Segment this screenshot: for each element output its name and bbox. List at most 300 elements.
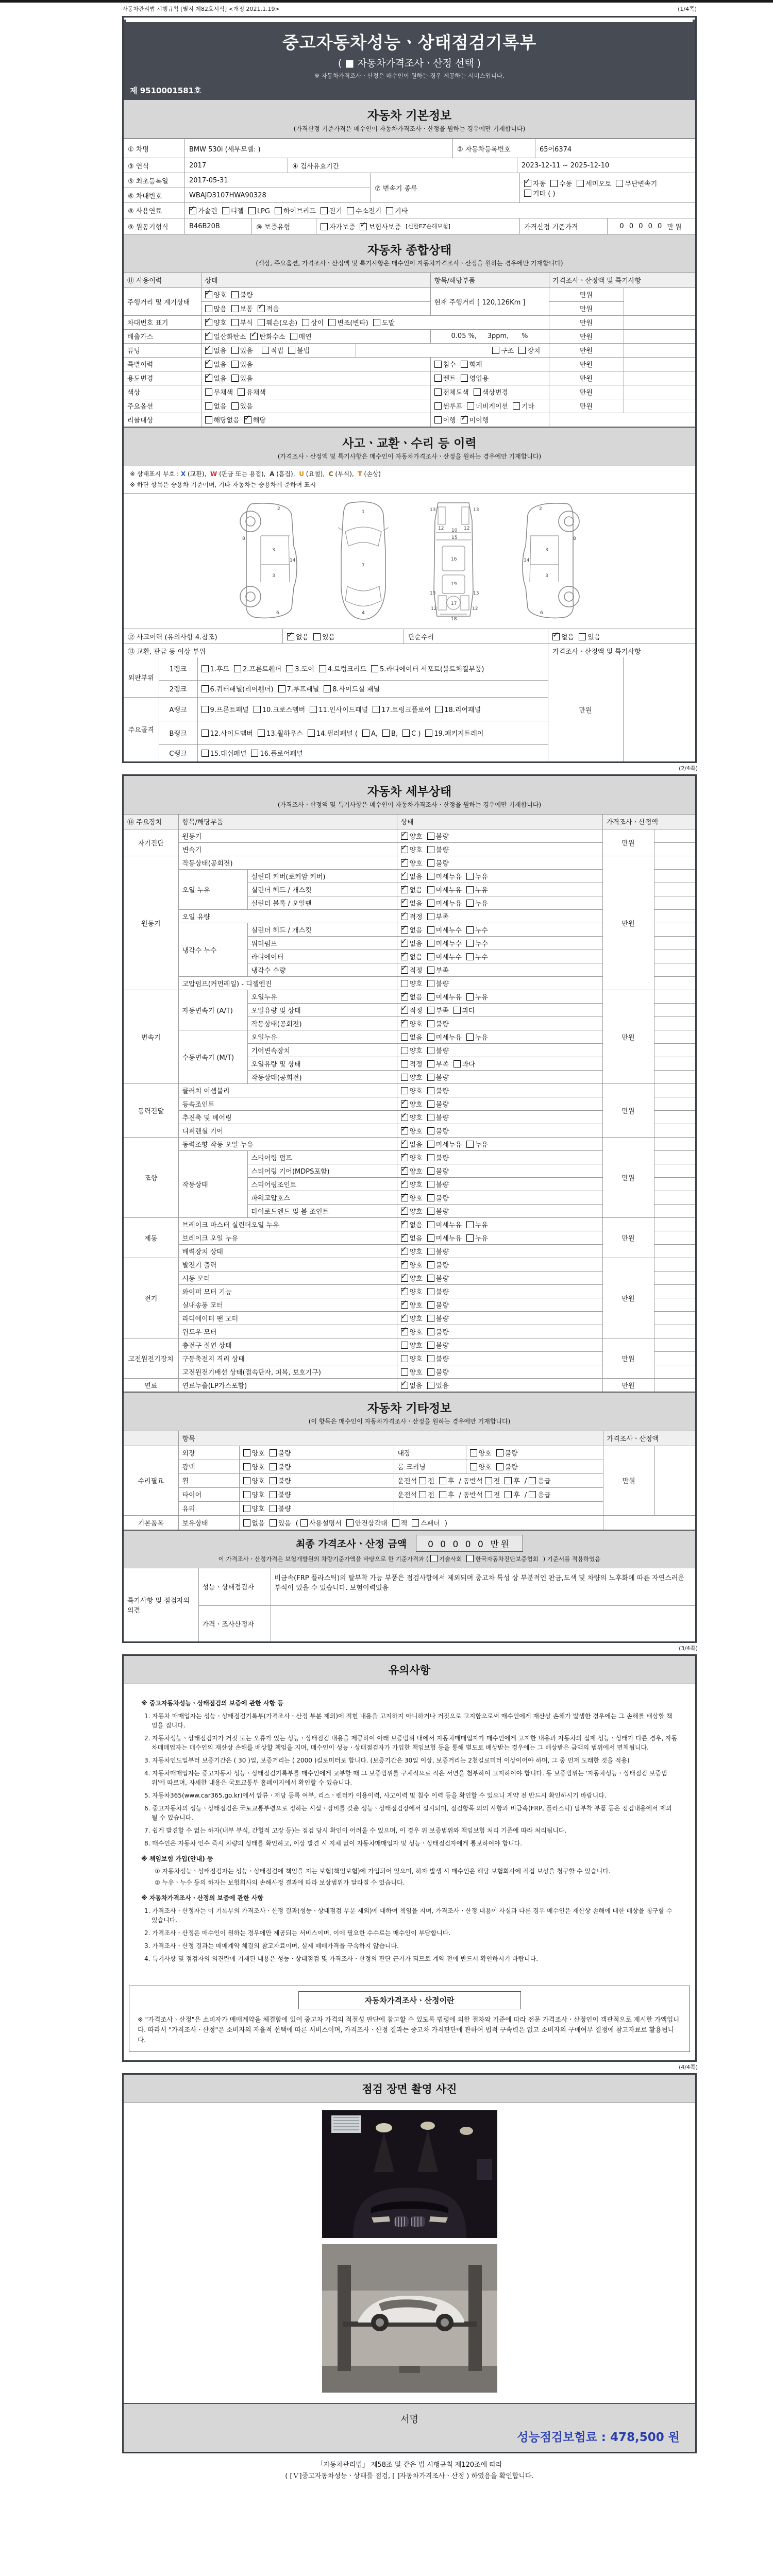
checkbox-option[interactable]: ✓ 없음 <box>205 373 227 383</box>
checkbox-option[interactable]: 누유 <box>466 1233 488 1243</box>
checkbox-option[interactable]: 없음 <box>243 1518 265 1528</box>
checkbox-option[interactable]: 화재 <box>461 359 482 369</box>
checkbox-option[interactable]: 불량 <box>427 1072 449 1082</box>
checkbox-option[interactable]: 11.인사이드패널 <box>310 704 368 714</box>
checkbox <box>401 1100 408 1108</box>
checkbox-option[interactable]: ✓ 양호 <box>401 1246 423 1256</box>
checkbox-option[interactable]: ✓ 해당 <box>244 415 266 425</box>
checkbox <box>434 416 442 423</box>
checkbox-option[interactable]: ✓ 양호 <box>205 317 227 327</box>
checkbox-option[interactable]: 부족 <box>427 1059 449 1069</box>
checkbox-option[interactable]: 부족 <box>427 965 449 975</box>
checkbox-option[interactable]: 잭 <box>392 1518 408 1528</box>
checkbox <box>427 886 434 893</box>
checkbox-option[interactable]: 누유 <box>466 1032 488 1042</box>
checkbox <box>321 223 328 230</box>
emission-state <box>201 329 430 343</box>
gloss-state <box>239 1460 394 1473</box>
checkbox-option[interactable]: 누유 <box>466 1219 488 1229</box>
checkbox-option[interactable]: ✓ 없음 <box>401 952 423 961</box>
checkbox-option[interactable]: 부족 <box>427 911 449 921</box>
checkbox-option[interactable]: C ) <box>402 730 421 738</box>
checkbox-option[interactable]: 양호 <box>401 978 423 988</box>
checkbox-option[interactable]: 무채색 <box>205 387 233 397</box>
checkbox-option[interactable]: 불량 <box>427 1353 449 1363</box>
checkbox-option[interactable]: ✓ 양호 <box>401 1206 423 1216</box>
checkbox-option[interactable]: 양호 <box>470 1448 492 1458</box>
checkbox-option[interactable]: 안전삼각대 <box>346 1518 388 1528</box>
checkbox-option[interactable]: 없음 <box>401 1032 423 1042</box>
checkbox-option[interactable]: ✓양호 <box>205 290 227 299</box>
checkbox-option[interactable]: 상이 <box>302 317 324 327</box>
item-label: 와이퍼 모터 기능 <box>178 1284 397 1298</box>
checkbox-option[interactable]: 과다 <box>453 1005 475 1015</box>
checkbox-option[interactable]: 있음 <box>579 632 600 641</box>
checkbox-option[interactable]: 수소전기 <box>347 206 381 215</box>
checkbox-option[interactable]: ✓ 없음 <box>401 1219 423 1229</box>
checkbox-option[interactable]: 미세누유 <box>427 1233 462 1243</box>
svg-text:16: 16 <box>450 557 457 562</box>
checkbox-option[interactable]: 렌트 <box>434 373 456 383</box>
checkbox-option[interactable]: 미세누유 <box>427 1219 462 1229</box>
checkbox-option[interactable]: 불량 <box>496 1448 518 1458</box>
notes-cell <box>549 413 695 427</box>
checkbox-option[interactable]: 양호 <box>243 1476 265 1485</box>
checkbox-option[interactable]: 4.트렁크리드 <box>319 664 366 673</box>
checkbox-option[interactable]: 네비게이션 <box>467 401 508 411</box>
checkbox-option[interactable]: 색상변경 <box>474 387 508 397</box>
checkbox-option[interactable]: 영업용 <box>461 373 489 383</box>
checkbox-option[interactable]: ✓ 적음 <box>258 303 279 313</box>
checkbox-option[interactable]: 한국자동차진단보증협회 <box>466 1555 538 1563</box>
repair-notes-cell <box>654 1446 695 1515</box>
checkbox-option[interactable]: 누수 <box>466 925 488 935</box>
checkbox-option[interactable]: ✓ 탄화수소 <box>250 331 285 341</box>
label-engine-type: ⑨ 원동기형식 <box>124 218 184 234</box>
panel-rank-table <box>124 657 695 761</box>
item-label: 윈도우 모터 <box>178 1325 397 1338</box>
checkbox-option[interactable]: 미세누유 <box>427 1032 462 1042</box>
checkbox-option[interactable]: 양호 <box>401 1353 423 1363</box>
checkbox-option[interactable]: 6.쿼터패널(리어휀더) <box>201 684 274 693</box>
checkbox-option[interactable]: 15.대쉬패널 <box>201 748 247 758</box>
label-warranty: ⑩ 보증유형 <box>251 218 316 234</box>
checkbox-option[interactable]: 불량 <box>427 1153 449 1162</box>
checkbox-option[interactable]: 후 <box>505 1476 520 1485</box>
checkbox-option[interactable]: 미세누수 <box>427 952 462 961</box>
section-note: (이 항목은 매수인이 자동차가격조사ㆍ산정을 원하는 경우에만 기재합니다) <box>308 1418 511 1425</box>
checkbox-option[interactable]: 불량 <box>496 1462 518 1471</box>
checkbox-option[interactable]: 불량 <box>427 844 449 854</box>
checkbox-option[interactable]: 부식 <box>231 317 253 327</box>
notes-cell <box>624 287 695 315</box>
item-state <box>397 896 602 909</box>
checkbox-option[interactable]: 13.휠하우스 <box>258 728 303 738</box>
checkbox-option[interactable]: 세미오토 <box>577 178 611 188</box>
item-label: 등속조인트 <box>178 1097 397 1110</box>
checkbox-option[interactable]: 전기 <box>321 206 342 215</box>
checkbox-option[interactable]: 미세누유 <box>427 992 462 1002</box>
checkbox <box>243 1505 250 1512</box>
checkbox <box>427 859 434 867</box>
value-base-price: 0 0 0 0 0 만원 <box>607 218 695 234</box>
checkbox <box>244 416 251 423</box>
checkbox-option[interactable]: 불량 <box>427 1340 449 1350</box>
checkbox-option[interactable]: 누유 <box>466 871 488 881</box>
checkbox <box>401 1234 408 1242</box>
checkbox-option[interactable]: 양호 <box>401 1340 423 1350</box>
checkbox <box>401 1181 408 1188</box>
checkbox-option[interactable]: ✓ 양호 <box>401 1153 423 1162</box>
checkbox-option[interactable]: 전 <box>485 1489 500 1499</box>
sub-group-label: 자동변속기 (A/T) <box>178 990 247 1030</box>
checkbox-option[interactable]: 디젤 <box>222 206 244 215</box>
checkbox-option[interactable]: 불량 <box>427 1126 449 1136</box>
checkbox-option[interactable]: 누유 <box>466 898 488 908</box>
legend-item: U (요철) <box>299 470 323 478</box>
checkbox-option[interactable]: 불량 <box>270 1462 291 1471</box>
checkbox-option[interactable]: 누유 <box>466 992 488 1002</box>
notes-cell <box>624 385 695 399</box>
checkbox-option[interactable]: 불량 <box>427 1367 449 1377</box>
checkbox-option[interactable]: 응급 <box>529 1489 550 1499</box>
section-other-info <box>124 1392 695 1431</box>
checkbox-option[interactable]: ✓ 없음 <box>205 359 227 369</box>
checkbox-option[interactable]: ✓ 양호 <box>401 858 423 868</box>
checkbox-option[interactable]: ✓ 양호 <box>401 1273 423 1283</box>
checkbox <box>461 361 468 368</box>
checkbox-option[interactable]: 양호 <box>401 1045 423 1055</box>
checkbox-option[interactable]: 있음 <box>427 1380 449 1390</box>
checkbox-option[interactable]: 썬루프 <box>434 401 463 411</box>
checkbox-option[interactable]: ✓자동 <box>524 178 546 188</box>
detail-state-table <box>124 815 695 1392</box>
checkbox-option[interactable]: 9.프론트패널 <box>201 704 249 714</box>
checkbox-option[interactable]: 불량 <box>427 858 449 868</box>
checkbox-option[interactable]: 누수 <box>466 952 488 961</box>
checkbox-option[interactable]: 전 <box>419 1476 434 1485</box>
checkbox-option[interactable]: 불량 <box>427 1260 449 1269</box>
checkbox-option[interactable]: 유채색 <box>238 387 266 397</box>
checkbox-option[interactable]: 부족 <box>427 1005 449 1015</box>
checkbox-option[interactable]: 양호 <box>243 1448 265 1458</box>
checkbox <box>552 633 560 640</box>
checkbox-option[interactable]: 12.사이드멤버 <box>201 728 253 738</box>
checkbox-option[interactable]: 변조(변타) <box>328 317 368 327</box>
checkbox-option[interactable]: ✓ 일산화탄소 <box>205 331 246 341</box>
checkbox-option[interactable]: 불량 <box>270 1476 291 1485</box>
checkbox-option[interactable]: 양호 <box>401 1072 423 1082</box>
checkbox-option[interactable]: 10.크로스멤버 <box>254 704 305 714</box>
checkbox-option[interactable]: 불량 <box>427 1300 449 1310</box>
checkbox-option[interactable]: 불량 <box>427 1273 449 1283</box>
checkbox-option[interactable]: 후 <box>505 1489 520 1499</box>
checkbox <box>470 1449 477 1456</box>
checkbox-option[interactable]: 있음 <box>231 359 253 369</box>
checkbox-option[interactable]: 없음 <box>205 401 227 411</box>
checkbox-option[interactable]: 불량 <box>427 1193 449 1202</box>
other-info-table <box>124 1431 695 1530</box>
page-marker-3: (3/4쪽) <box>679 1645 698 1652</box>
svg-text:13: 13 <box>429 507 435 513</box>
checkbox-option[interactable]: 전체도색 <box>434 387 469 397</box>
checkbox-option[interactable]: 수동 <box>550 178 572 188</box>
car-diagram-underbody <box>423 500 484 621</box>
checkbox-option[interactable]: 불량 <box>427 1086 449 1095</box>
checkbox-option[interactable]: 매연 <box>290 331 312 341</box>
checkbox <box>401 873 408 880</box>
item-label: 작동상태(공회전) <box>247 1016 397 1030</box>
checkbox-option[interactable]: 있음 <box>270 1518 291 1528</box>
svg-text:4: 4 <box>361 611 365 616</box>
checkbox-option[interactable]: 응급 <box>529 1476 550 1485</box>
checkbox-option[interactable]: 양호 <box>401 1086 423 1095</box>
checkbox-option[interactable]: 도말 <box>373 317 395 327</box>
checkbox-option[interactable]: 불량 <box>427 1286 449 1296</box>
checkbox-option[interactable]: ✓ 적정 <box>401 911 423 921</box>
checkbox-option[interactable]: 불량 <box>427 1327 449 1336</box>
col-state: 상태 <box>397 815 602 829</box>
checkbox <box>401 1033 408 1041</box>
checkbox-option[interactable]: ✓ 없음 <box>401 898 423 908</box>
checkbox-option[interactable]: 2.프론트휀더 <box>234 664 281 673</box>
svg-text:12: 12 <box>472 606 478 612</box>
checkbox-option[interactable]: 적정 <box>401 1059 423 1069</box>
checkbox-option[interactable]: ✓ 미이행 <box>461 415 489 425</box>
car-damage-diagrams <box>124 494 695 629</box>
checkbox-option[interactable]: ✓ 없음 <box>401 938 423 948</box>
checkbox-option[interactable]: ✓ 양호 <box>401 1166 423 1176</box>
checkbox-option[interactable]: 불량 <box>427 1045 449 1055</box>
checkbox-option[interactable]: 누유 <box>466 1139 488 1149</box>
checkbox <box>427 833 434 840</box>
checkbox-option[interactable]: ✓ 양호 <box>401 1300 423 1310</box>
checkbox-option[interactable]: ✓ 없음 <box>287 632 309 641</box>
checkbox-option[interactable]: 누수 <box>466 938 488 948</box>
checkbox-option[interactable]: 양호 <box>243 1489 265 1499</box>
checkbox-option[interactable]: 불량 <box>427 1313 449 1323</box>
checkbox-option[interactable]: ✓ 양호 <box>401 1313 423 1323</box>
checkbox-option[interactable]: 불량 <box>427 1246 449 1256</box>
checkbox-option[interactable]: ✓ 없음 <box>401 1233 423 1243</box>
checkbox-option[interactable]: 해당없음 <box>205 415 240 425</box>
checkbox-option[interactable]: 기술사회 <box>430 1555 462 1563</box>
checkbox-option[interactable]: 불법 <box>288 345 310 355</box>
checkbox-option[interactable]: 불량 <box>231 290 253 299</box>
checkbox <box>286 665 293 672</box>
page-marker-2: (2/4쪽) <box>679 765 698 772</box>
checkbox-option[interactable]: 불량 <box>427 1206 449 1216</box>
checkbox-option[interactable]: 보통 <box>231 303 253 313</box>
checkbox-option[interactable]: 후 <box>439 1476 455 1485</box>
checkbox-option[interactable]: ✓ 양호 <box>401 831 423 841</box>
value-engine-type: B46B20B <box>184 218 251 234</box>
checkbox-option[interactable]: 미세누수 <box>427 938 462 948</box>
checkbox-option[interactable]: 미세누유 <box>427 898 462 908</box>
checkbox <box>401 886 408 893</box>
room-cleaning-label: 룸 크리닝 <box>394 1460 466 1473</box>
checkbox-option[interactable]: 전 <box>485 1476 500 1485</box>
checkbox <box>427 1194 434 1201</box>
checkbox-option[interactable]: ✓ 양호 <box>401 1126 423 1136</box>
checkbox-option[interactable]: 양호 <box>243 1462 265 1471</box>
checkbox-option[interactable]: 무단변속기 <box>616 178 657 188</box>
checkbox-option[interactable]: 구조 <box>492 345 514 355</box>
checkbox-option[interactable]: 자가보증 <box>321 222 355 231</box>
checkbox <box>321 207 328 214</box>
checkbox-option[interactable]: 기타 ( ) <box>524 188 556 198</box>
item-state <box>397 1097 602 1110</box>
checkbox-option[interactable]: 16.플로어패널 <box>251 748 303 758</box>
checkbox-option[interactable]: 양호 <box>243 1503 265 1513</box>
checkbox-option[interactable]: ✓ 양호 <box>401 1112 423 1122</box>
item-label: 발전기 출력 <box>178 1258 397 1271</box>
checkbox-option[interactable]: ✓ 없음 <box>205 345 227 355</box>
checkbox-option[interactable]: 19.패키지트레이 <box>425 728 483 738</box>
checkbox-option[interactable]: 양호 <box>401 1367 423 1377</box>
checkbox <box>518 347 526 354</box>
col-item: 항목 <box>178 1431 603 1446</box>
item-label: 라디에이터 팬 모터 <box>178 1311 397 1325</box>
rank1-label: 1랭크 <box>159 657 197 680</box>
notes-cell <box>654 1365 695 1378</box>
checkbox <box>453 1007 461 1014</box>
checkbox-option[interactable]: 미세누수 <box>427 925 462 935</box>
checkbox-option[interactable]: ✓ 없음 <box>401 1380 423 1390</box>
checkbox-option[interactable]: 불량 <box>427 1166 449 1176</box>
checkbox-option[interactable]: 미세누유 <box>427 871 462 881</box>
price-cell: 만원 <box>602 1137 654 1217</box>
checkbox-option[interactable]: ✓ 없음 <box>401 925 423 935</box>
checkbox-option[interactable]: 불량 <box>270 1489 291 1499</box>
checkbox-option[interactable]: 8.사이드실 패널 <box>324 684 380 693</box>
checkbox <box>270 1449 277 1456</box>
notes-cell <box>654 1057 695 1070</box>
checkbox-option[interactable]: 하이브리드 <box>275 206 316 215</box>
checkbox-option[interactable]: ✓ 없음 <box>401 885 423 894</box>
price-cell: 만원 <box>549 399 624 413</box>
item-label: 작동상태(공회전) <box>247 1070 397 1083</box>
label-inspection: ④ 검사유효기간 <box>288 158 517 173</box>
checkbox-option[interactable]: B, <box>382 730 398 738</box>
checkbox-option[interactable]: 기타 <box>513 401 534 411</box>
checkbox-option[interactable]: ✓ 없음 <box>401 1139 423 1149</box>
checkbox-option[interactable]: ✓ 가솔린 <box>189 206 217 215</box>
checkbox-option[interactable]: 있음 <box>231 373 253 383</box>
checkbox-option[interactable]: 있음 <box>231 401 253 411</box>
checkbox-option[interactable]: 미세누유 <box>427 1139 462 1149</box>
checkbox-option[interactable]: 과다 <box>453 1059 475 1069</box>
section-title: 자동차 기타정보 <box>367 1402 452 1415</box>
checkbox-option[interactable]: 불량 <box>427 1099 449 1109</box>
checkbox-option[interactable]: 불량 <box>427 1112 449 1122</box>
checkbox-option[interactable]: 훼손(오손) <box>258 317 297 327</box>
checkbox-option[interactable]: 17.트렁크플로어 <box>373 704 431 714</box>
svg-text:12: 12 <box>463 526 469 531</box>
notice-item: 7. 쉽게 발견할 수 없는 하자(내부 부식, 간헐적 고장 등)는 점검 당시 확인이 어려울 수 있으며, 이 경우 위 보증범위와 책임보험 처리 기준에 따라 처리됩니다. <box>144 1827 567 1834</box>
checkbox-option[interactable]: 3.도어 <box>286 664 314 673</box>
inspection-photo-lift <box>322 2244 497 2393</box>
checkbox-option[interactable]: 양호 <box>470 1462 492 1471</box>
checkbox-option[interactable]: 누유 <box>466 885 488 894</box>
checkbox-option[interactable]: 1.후드 <box>201 664 230 673</box>
checkbox-option[interactable]: ✓ 양호 <box>401 1019 423 1028</box>
checkbox-option[interactable]: 기타 <box>386 206 408 215</box>
checkbox-option[interactable]: A, <box>362 730 378 738</box>
notice-heading: ※ 중고자동차성능ㆍ상태점검의 보증에 관한 사항 등 <box>141 1700 283 1707</box>
checkbox-option[interactable]: 이행 <box>434 415 456 425</box>
checkbox-option[interactable]: 불량 <box>270 1503 291 1513</box>
checkbox-option[interactable]: 불량 <box>270 1448 291 1458</box>
item-state <box>397 1311 602 1325</box>
tuning-detail <box>356 343 549 357</box>
checkbox-option[interactable]: ✓ 적정 <box>401 965 423 975</box>
checkbox-option[interactable]: ✓ 없음 <box>401 871 423 881</box>
checkbox-option[interactable]: ✓ 양호 <box>401 1099 423 1109</box>
checkbox-option[interactable]: 18.리어패널 <box>435 704 481 714</box>
notes-cell <box>654 883 695 896</box>
checkbox-option[interactable]: 침수 <box>434 359 456 369</box>
checkbox <box>427 1261 434 1268</box>
checkbox-option[interactable]: ✓ 없음 <box>401 992 423 1002</box>
checkbox-option[interactable]: ✓ 양호 <box>401 1327 423 1336</box>
checkbox-option[interactable]: 후 <box>439 1489 455 1499</box>
checkbox-option[interactable]: 불량 <box>427 978 449 988</box>
checkbox-option[interactable]: 장치 <box>518 345 540 355</box>
checkbox-option[interactable]: 사용설명서 <box>300 1518 342 1528</box>
checkbox-option[interactable]: 14.필러패널 ( <box>308 728 358 738</box>
checkbox-option[interactable]: 많음 <box>205 303 227 313</box>
wheel-label: 휠 <box>178 1473 239 1487</box>
checkbox-option[interactable]: 전 <box>419 1489 434 1499</box>
footer-line-2: ( [Ｖ]중고자동차성능ㆍ상태를 점검, [ ]자동차가격조사ㆍ산정 ) 하였음을 확인합니다. <box>285 2472 534 2481</box>
section-note: (색상, 주요옵션, 가격조사ㆍ산정액 및 특기사항은 매수인이 자동차가격조사ㆍ산정을 원하는 경우에만 기재합니다) <box>256 260 563 267</box>
checkbox <box>243 1449 250 1456</box>
checkbox-option[interactable]: LPG <box>248 207 270 215</box>
checkbox-option[interactable]: ✓ 양호 <box>401 1193 423 1202</box>
simple-repair-state <box>548 629 695 643</box>
checkbox-option[interactable]: 있음 <box>231 345 253 355</box>
checkbox-option[interactable]: ✓ 적정 <box>401 1005 423 1015</box>
checkbox-option[interactable]: ✓ 양호 <box>401 844 423 854</box>
checkbox-option[interactable]: 불량 <box>427 1019 449 1028</box>
checkbox-option[interactable]: 적법 <box>262 345 283 355</box>
checkbox-option[interactable]: ✓ 양호 <box>401 1260 423 1269</box>
checkbox <box>401 940 408 947</box>
checkbox <box>401 1060 408 1067</box>
checkbox-option[interactable]: 미세누유 <box>427 885 462 894</box>
item-label: 스티어링조인트 <box>247 1177 397 1191</box>
checkbox-option[interactable]: ✓ 보험사보증 <box>360 222 401 231</box>
checkbox-option[interactable]: 5.라디에이터 서포트(볼트체결부품) <box>371 664 484 673</box>
checkbox <box>466 940 474 947</box>
final-price-amount: 0 0 0 0 0 만원 <box>416 1535 523 1552</box>
checkbox <box>401 1141 408 1148</box>
checkbox <box>427 1328 434 1335</box>
checkbox-option[interactable]: 스패너 <box>412 1518 440 1528</box>
checkbox <box>427 940 434 947</box>
checkbox-option[interactable]: ✓ 양호 <box>401 1179 423 1189</box>
label-base-price: 가격산정 기준가격 <box>519 218 607 234</box>
svg-text:3: 3 <box>545 573 548 579</box>
checkbox-option[interactable]: 불량 <box>427 1179 449 1189</box>
checkbox-option[interactable]: 있음 <box>313 632 335 641</box>
usage-detail <box>430 371 549 385</box>
checkbox-option[interactable]: 7.루프패널 <box>278 684 320 693</box>
checkbox-option[interactable]: 불량 <box>427 831 449 841</box>
checkbox-option[interactable]: ✓ 없음 <box>552 632 574 641</box>
checkbox-option[interactable]: ✓ 양호 <box>401 1286 423 1296</box>
